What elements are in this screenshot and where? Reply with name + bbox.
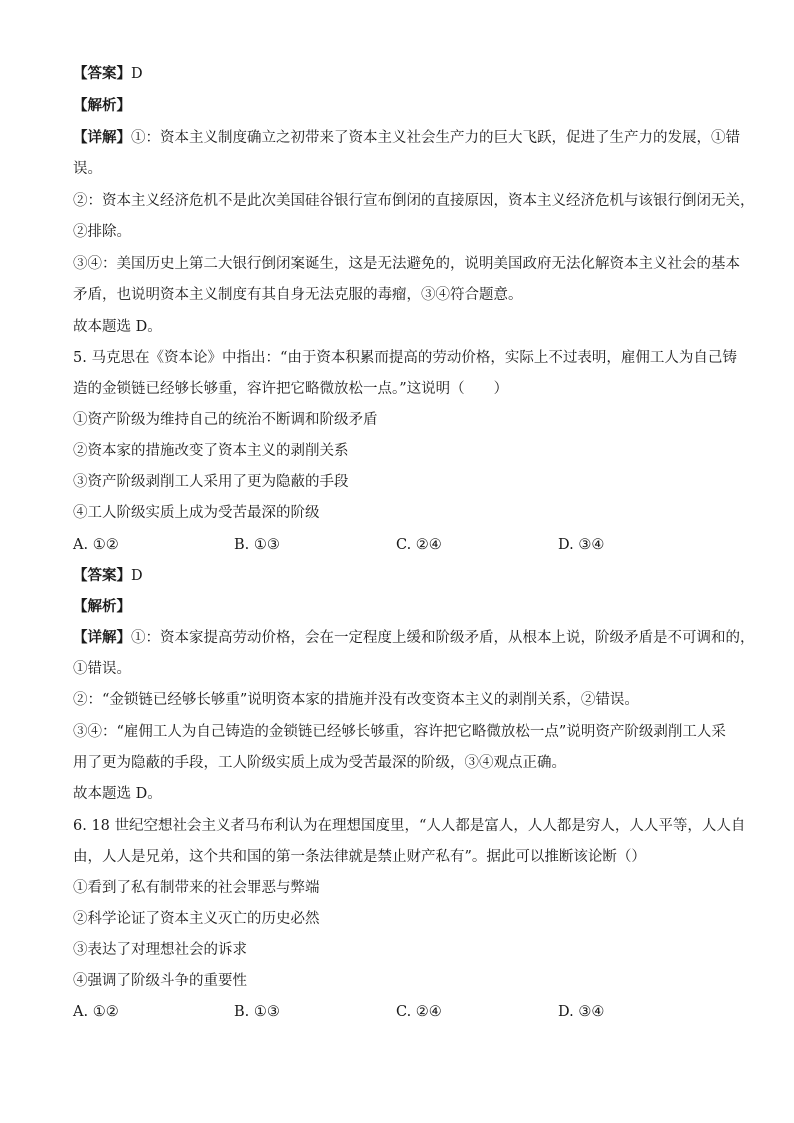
q5-detail-1b: ①错误。 (73, 661, 131, 677)
q6-option-d: D. ③④ (558, 1004, 605, 1020)
q5-statement-4: ④工人阶级实质上成为受苦最深的阶级 (73, 505, 320, 521)
q5-detail-3a: ③④：“雇佣工人为自己铸造的金锁链已经够长够重，容许把它略微放松一点”说明资产阶级剥削工人采 (73, 724, 726, 740)
q5-stem-1: 5. 马克思在《资本论》中指出：“由于资本积累而提高的劳动价格，实际上不过表明，雇佣工人为自己铸 (73, 350, 737, 366)
q5-option-d: D. ③④ (558, 537, 605, 553)
detail-tag: 【详解】 (73, 129, 131, 146)
q5-stem-2: 造的金锁链已经够长够重，容许把它略微放松一点。”这说明（ ） (73, 381, 509, 397)
q5-conclusion: 故本题选 D。 (73, 786, 162, 802)
q6-stem-2: 由，人人是兄弟，这个共和国的第一条法律就是禁止财产私有”。据此可以推断该论断（） (73, 849, 646, 865)
q5-detail-2: ②：“金锁链已经够长够重”说明资本家的措施并没有改变资本主义的剥削关系，②错误。 (73, 692, 639, 708)
answer-value: D (131, 66, 143, 82)
q6-statement-1: ①看到了私有制带来的社会罪恶与弊端 (73, 880, 320, 896)
q4-detail-3b: 矛盾，也说明资本主义制度有其自身无法克服的毒瘤，③④符合题意。 (73, 287, 523, 303)
q6-stem-1: 6. 18 世纪空想社会主义者马布利认为在理想国度里，“人人都是富人，人人都是穷人，人人平等，人人自 (73, 818, 746, 834)
q5-statement-3: ③资产阶级剥削工人采用了更为隐蔽的手段 (73, 474, 349, 490)
q4-conclusion: 故本题选 D。 (73, 319, 162, 335)
q5-option-b: B. ①③ (234, 537, 280, 553)
q5-detail-1a: 【详解】①：资本家提高劳动价格，会在一定程度上缓和阶级矛盾，从根本上说，阶级矛盾是不可调和的， (73, 629, 755, 646)
q6-option-c: C. ②④ (396, 1004, 442, 1020)
q6-statement-2: ②科学论证了资本主义灭亡的历史必然 (73, 911, 320, 927)
q4-detail-2a: ②：资本主义经济危机不是此次美国硅谷银行宣布倒闭的直接原因，资本主义经济危机与该银行倒闭无关， (73, 193, 755, 209)
q4-detail-1a: 【详解】①：资本主义制度确立之初带来了资本主义社会生产力的巨大飞跃，促进了生产力的发展，①错 (73, 129, 740, 146)
q5-statement-1: ①资产阶级为维持自己的统治不断调和阶级矛盾 (73, 412, 378, 428)
q6-option-a: A. ①② (73, 1004, 119, 1020)
q5-detail-3b: 用了更为隐蔽的手段，工人阶级实质上成为受苦最深的阶级，③④观点正确。 (73, 755, 566, 771)
q6-statement-3: ③表达了对理想社会的诉求 (73, 942, 247, 958)
q5-option-c: C. ②④ (396, 537, 442, 553)
q4-answer-line (73, 64, 143, 84)
q5-option-a: A. ①② (73, 537, 119, 553)
q6-option-b: B. ①③ (234, 1004, 280, 1020)
q4-detail-1b: 误。 (73, 161, 102, 177)
q5-statement-2: ②资本家的措施改变了资本主义的剥削关系 (73, 443, 349, 459)
q5-analysis-tag: 【解析】 (73, 598, 131, 615)
q4-detail-3a: ③④：美国历史上第二大银行倒闭案诞生，这是无法避免的，说明美国政府无法化解资本主义社会的基本 (73, 256, 740, 272)
q4-analysis-tag: 【解析】 (73, 97, 131, 114)
q6-statement-4: ④强调了阶级斗争的重要性 (73, 973, 247, 989)
q5-answer-line: 【答案】D (73, 567, 143, 584)
answer-tag: 【答案】 (73, 65, 131, 82)
q4-detail-2b: ②排除。 (73, 224, 131, 240)
